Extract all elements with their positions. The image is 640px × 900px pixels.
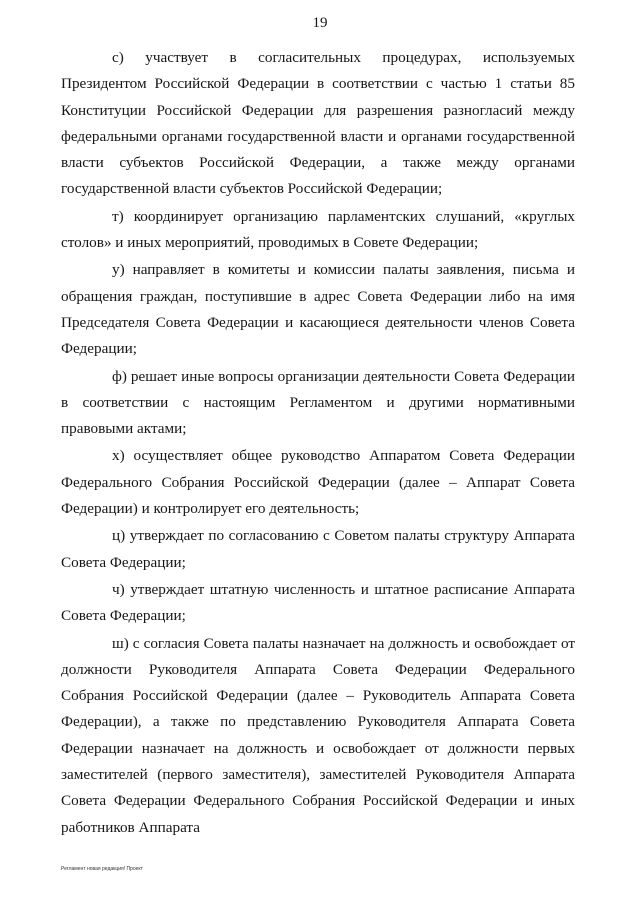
paragraph-kh: х) осуществляет общее руководство Аппаратом Совета Федерации Федерального Собрания Российской Федерации (далее – Аппарат Совета Федерации) и контролирует его деятельность; [61,447,575,518]
paragraph-ch: ч) утверждает штатную численность и штатное расписание Аппарата Совета Федерации; [61,580,575,625]
paragraph-u: у) направляет в комитеты и комиссии палаты заявления, письма и обращения граждан, поступившие в адрес Совета Федерации либо на имя Председателя Совета Федерации и касающиеся деятельности членов Совета Федерации; [61,261,575,358]
document-body [61,45,575,842]
paragraph-f: ф) решает иные вопросы организации деятельности Совета Федерации в соответствии с настоящим Регламентом и другими нормативными правовыми актами; [61,367,575,438]
paragraph-t: т) координирует организацию парламентских слушаний, «круглых столов» и иных мероприятий, проводимых в Совете Федерации; [61,207,575,252]
paragraph-ts: ц) утверждает по согласованию с Советом палаты структуру Аппарата Совета Федерации; [61,527,575,571]
page-number: 19 [312,15,328,31]
paragraph-s: с) участвует в согласительных процедурах, используемых Президентом Российской Федерации в соответствии с частью 1 статьи 85 Конституции Российской Федерации для разрешения разногласий между федеральными органами государственной власти и органами государственной власти субъектов Российской Федерации, а также между органами государственной власти субъектов Российской Федерации; [61,49,575,198]
footer-note: Регламент новая редакция! Проект [61,866,143,872]
paragraph-sh: ш) с согласия Совета палаты назначает на должность и освобождает от должности Руководителя Аппарата Совета Федерации Федерального Собрания Российской Федерации (далее – Руководитель Аппарата Совета Федерации), а также по представлению Руководителя Аппарата Совета Федерации назначает на должность и освобождает от должности первых заместителей (первого заместителя), заместителей Руководителя Аппарата Совета Федерации Федерального Собрания Российской Федерации и иных работников Аппарата [61,634,575,836]
